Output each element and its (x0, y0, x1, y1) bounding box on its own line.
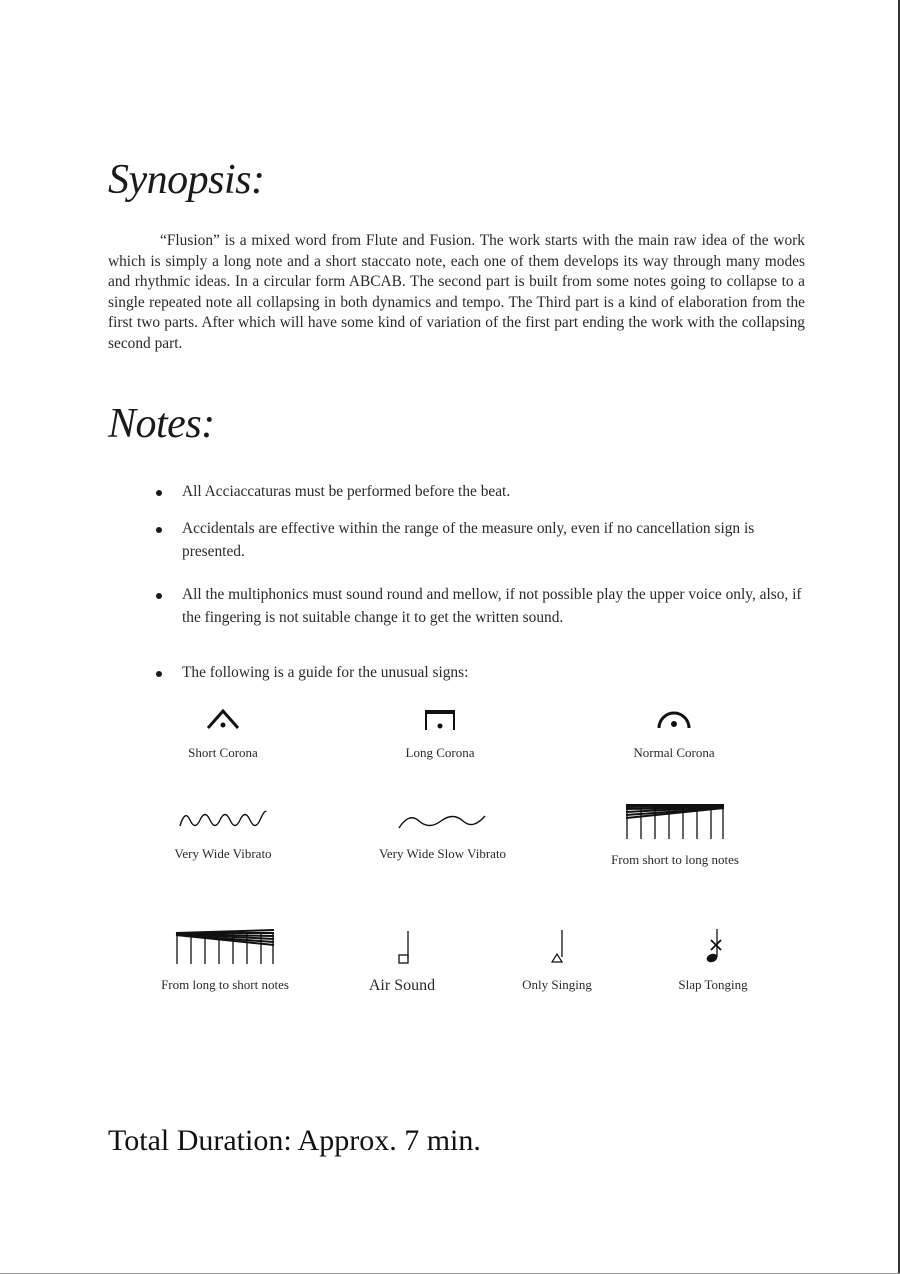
sign-long-corona (380, 703, 500, 761)
sign-label: Only Singing (522, 977, 592, 992)
synopsis-body: “Flusion” is a mixed word from Flute and Fusion. The work starts with the main raw idea of the work which is simply a long note and a short staccato note, each one of them develops its way through many modes and rhythmic ideas. In a circular form ABCAB. The second part is built from some notes going to collapse to a single repeated note all collapsing in both dynamics and tempo. The Third part is a kind of elaboration from the first two parts. After which will have some kind of variation of the first part ending the work with the collapsing second part. (108, 232, 805, 352)
list-item (150, 584, 810, 629)
sign-label: Slap Tonging (678, 977, 748, 992)
sign-label: Long Corona (405, 745, 475, 760)
sign-label: Very Wide Vibrato (174, 846, 272, 861)
sign-label: From short to long notes (611, 852, 739, 867)
very-wide-slow-vibrato-icon (397, 804, 489, 836)
sign-very-wide-slow-vibrato (355, 804, 530, 862)
only-singing-icon (542, 927, 572, 967)
note-text: Accidentals are effective within the range of the measure only, even if no cancellation sign is presented. (182, 520, 755, 560)
sign-only-singing (507, 927, 607, 993)
bullet-icon (156, 671, 162, 677)
list-item (150, 481, 810, 504)
notes-heading: Notes: (108, 401, 215, 447)
sign-short-corona (163, 703, 283, 761)
long-corona-icon (420, 703, 460, 735)
sign-long-to-short-notes (140, 927, 310, 993)
note-text: All Acciaccaturas must be performed before the beat. (182, 483, 511, 500)
synopsis-heading: Synopsis: (108, 157, 265, 203)
total-duration: Total Duration: Approx. 7 min. (108, 1124, 481, 1157)
list-item (150, 662, 810, 685)
sign-label: Short Corona (188, 745, 258, 760)
note-text: The following is a guide for the unusual signs: (182, 664, 469, 681)
sign-label: Air Sound (368, 977, 436, 994)
long-to-short-notes-icon (173, 927, 277, 967)
air-sound-icon (387, 927, 417, 967)
sign-slap-tonging (663, 927, 763, 993)
sign-label: From long to short notes (161, 977, 289, 992)
bullet-icon (156, 593, 162, 599)
slap-tonging-icon (698, 927, 728, 967)
sign-normal-corona (604, 703, 744, 761)
list-item (150, 518, 810, 563)
normal-corona-icon (654, 703, 694, 735)
sign-very-wide-vibrato (153, 804, 293, 862)
short-corona-icon (203, 703, 243, 735)
bullet-icon (156, 527, 162, 533)
very-wide-vibrato-icon (178, 804, 268, 836)
note-text: All the multiphonics must sound round and mellow, if not possible play the upper voice only, also, if the fingering is not suitable change it to get the written sound. (182, 586, 802, 626)
bullet-icon (156, 490, 162, 496)
sign-air-sound (357, 927, 447, 995)
short-to-long-notes-icon (623, 802, 727, 842)
sign-short-to-long-notes (590, 802, 760, 868)
sign-label: Normal Corona (633, 745, 715, 760)
sign-label: Very Wide Slow Vibrato (378, 846, 507, 861)
